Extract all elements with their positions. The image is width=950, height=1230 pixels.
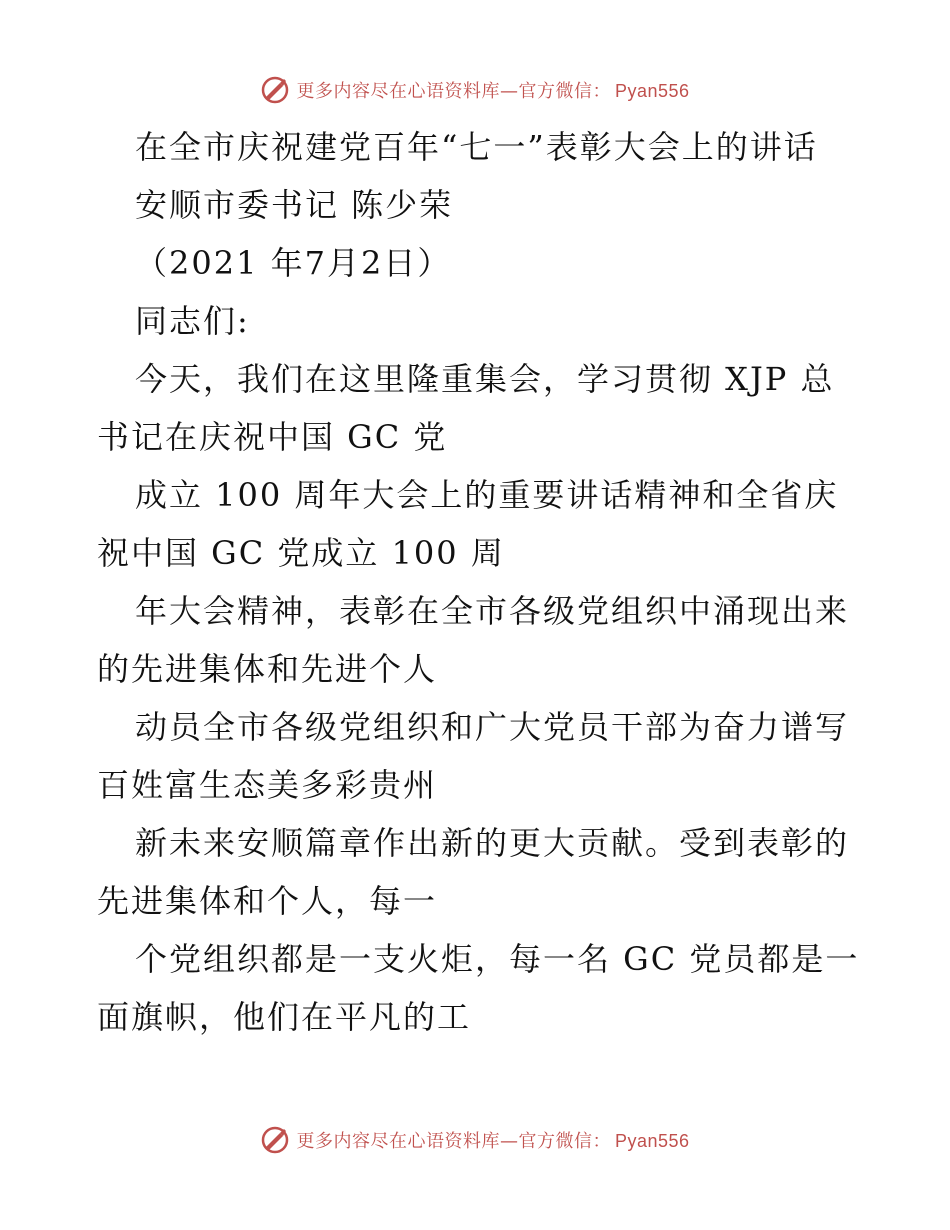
body-line: 先进集体和个人，每一 [97, 882, 438, 920]
body-line: 今天，我们在这里隆重集会，学习贯彻 XJP 总 [135, 360, 835, 398]
body-line: 的先进集体和先进个人 [97, 650, 438, 688]
watermark-text [296, 1127, 689, 1153]
body-line: 个党组织都是一支火炬，每一名 GC 党员都是一 [135, 940, 860, 978]
watermark-text [296, 77, 689, 103]
document-body [97, 118, 860, 1046]
watermark-header [0, 70, 950, 110]
document-title: 在全市庆祝建党百年“七一”表彰大会上的讲话 [135, 128, 818, 166]
watermark-label: 更多内容尽在心语资料库—官方微信： [296, 1131, 611, 1152]
watermark-label: 更多内容尽在心语资料库—官方微信： [296, 81, 611, 102]
salutation: 同志们: [135, 302, 250, 340]
pen-circle-logo-icon [260, 75, 290, 105]
watermark-footer [0, 1120, 950, 1160]
body-line: 百姓富生态美多彩贵州 [97, 766, 438, 804]
body-line: 新未来安顺篇章作出新的更大贡献。受到表彰的 [135, 824, 850, 862]
watermark-wechat-id: Pyan556 [614, 1131, 690, 1151]
body-line: 年大会精神，表彰在全市各级党组织中涌现出来 [135, 592, 850, 630]
body-line: 祝中国 GC 党成立 100 周 [97, 534, 505, 572]
pen-circle-logo-icon [260, 1125, 290, 1155]
body-line: 动员全市各级党组织和广大党员干部为奋力谱写 [135, 708, 850, 746]
watermark-wechat-id: Pyan556 [614, 81, 690, 101]
document-date: （2021 年7月2日） [135, 244, 452, 282]
body-line: 书记在庆祝中国 GC 党 [97, 418, 448, 456]
document-author: 安顺市委书记 陈少荣 [135, 186, 454, 224]
body-line: 成立 100 周年大会上的重要讲话精神和全省庆 [135, 476, 839, 514]
body-line: 面旗帜，他们在平凡的工 [97, 998, 472, 1036]
